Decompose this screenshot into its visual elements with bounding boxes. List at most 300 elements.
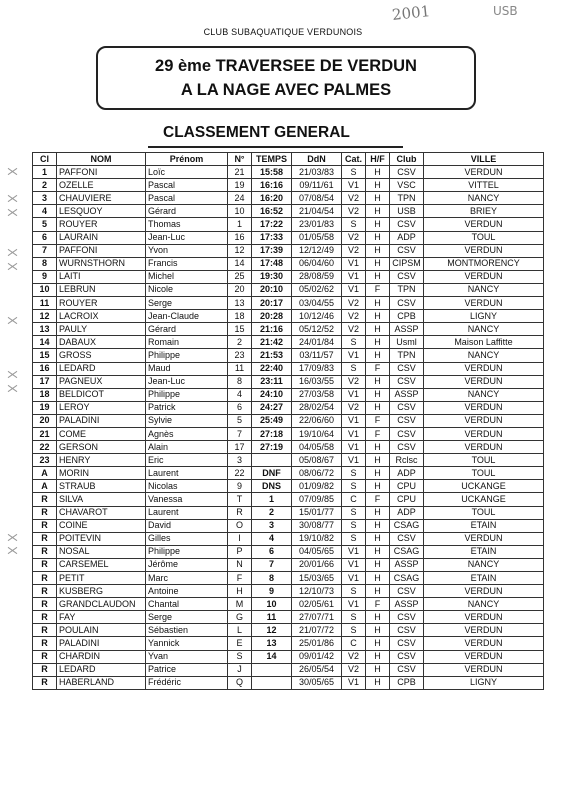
- cell-city: VERDUN: [424, 218, 544, 231]
- cell-category: S: [342, 506, 366, 519]
- cell-firstname: Philippe: [146, 349, 228, 362]
- cell-club: CSAG: [390, 545, 424, 558]
- cell-rank: R: [33, 493, 57, 506]
- cell-firstname: Jean-Luc: [146, 231, 228, 244]
- cell-club: CSV: [390, 532, 424, 545]
- table-row: [33, 519, 544, 532]
- cell-time: DNF: [252, 467, 292, 480]
- cell-name: LESQUOY: [57, 205, 146, 218]
- cell-name: OZELLE: [57, 179, 146, 192]
- cell-club: CSV: [390, 270, 424, 283]
- cell-city: MONTMORENCY: [424, 257, 544, 270]
- cell-birthdate: 04/05/65: [292, 545, 342, 558]
- cell-firstname: Pascal: [146, 179, 228, 192]
- cell-birthdate: 23/01/83: [292, 218, 342, 231]
- cell-city: Maison Laffitte: [424, 336, 544, 349]
- col-header-number: N°: [228, 153, 252, 166]
- check-mark-icon: [7, 209, 19, 217]
- cell-club: CSV: [390, 427, 424, 440]
- cell-sex: H: [366, 454, 390, 467]
- cell-sex: H: [366, 650, 390, 663]
- check-mark-icon: [7, 534, 19, 542]
- table-row: [33, 480, 544, 493]
- title-box: [96, 46, 476, 110]
- table-row: [33, 663, 544, 676]
- cell-birthdate: 12/12/49: [292, 244, 342, 257]
- cell-birthdate: 04/05/58: [292, 441, 342, 454]
- table-row: [33, 166, 544, 179]
- cell-time: 20:17: [252, 297, 292, 310]
- cell-birthdate: 20/01/66: [292, 558, 342, 571]
- cell-firstname: Gérard: [146, 323, 228, 336]
- cell-time: 17:39: [252, 244, 292, 257]
- cell-firstname: Maud: [146, 362, 228, 375]
- cell-club: CSV: [390, 362, 424, 375]
- table-row: [33, 244, 544, 257]
- table-row: [33, 454, 544, 467]
- table-row: [33, 362, 544, 375]
- cell-rank: 3: [33, 192, 57, 205]
- cell-rank: A: [33, 480, 57, 493]
- check-mark-icon: [7, 168, 19, 176]
- cell-name: NOSAL: [57, 545, 146, 558]
- cell-firstname: Thomas: [146, 218, 228, 231]
- cell-city: VITTEL: [424, 179, 544, 192]
- cell-rank: 22: [33, 441, 57, 454]
- cell-rank: A: [33, 467, 57, 480]
- cell-number: 22: [228, 467, 252, 480]
- cell-category: V2: [342, 297, 366, 310]
- col-header-time: TEMPS: [252, 153, 292, 166]
- table-row: [33, 441, 544, 454]
- cell-time: 11: [252, 611, 292, 624]
- cell-birthdate: 03/04/55: [292, 297, 342, 310]
- cell-category: V1: [342, 676, 366, 689]
- cell-sex: F: [366, 362, 390, 375]
- cell-category: V1: [342, 283, 366, 296]
- cell-firstname: Jean-Luc: [146, 375, 228, 388]
- cell-number: 3: [228, 454, 252, 467]
- col-header-name: NOM: [57, 153, 146, 166]
- cell-firstname: Francis: [146, 257, 228, 270]
- cell-birthdate: 07/08/54: [292, 192, 342, 205]
- cell-rank: 11: [33, 297, 57, 310]
- cell-city: VERDUN: [424, 663, 544, 676]
- cell-time: 3: [252, 519, 292, 532]
- cell-category: S: [342, 611, 366, 624]
- cell-rank: 6: [33, 231, 57, 244]
- cell-name: CHARDIN: [57, 650, 146, 663]
- cell-category: C: [342, 493, 366, 506]
- cell-firstname: Philippe: [146, 388, 228, 401]
- cell-category: S: [342, 166, 366, 179]
- cell-name: GROSS: [57, 349, 146, 362]
- check-mark-icon: [7, 371, 19, 379]
- cell-name: WURNSTHORN: [57, 257, 146, 270]
- cell-name: COME: [57, 427, 146, 440]
- cell-name: LAURAIN: [57, 231, 146, 244]
- cell-name: PETIT: [57, 572, 146, 585]
- cell-sex: H: [366, 441, 390, 454]
- cell-sex: F: [366, 414, 390, 427]
- cell-category: V1: [342, 349, 366, 362]
- cell-firstname: Frédéric: [146, 676, 228, 689]
- title-line-2: A LA NAGE AVEC PALMES: [180, 81, 392, 99]
- cell-city: NANCY: [424, 598, 544, 611]
- cell-category: S: [342, 218, 366, 231]
- cell-birthdate: 27/07/71: [292, 611, 342, 624]
- cell-time: 4: [252, 532, 292, 545]
- cell-firstname: Antoine: [146, 585, 228, 598]
- cell-club: CSV: [390, 414, 424, 427]
- cell-rank: R: [33, 532, 57, 545]
- cell-birthdate: 01/09/82: [292, 480, 342, 493]
- cell-club: Rclsc: [390, 454, 424, 467]
- cell-sex: H: [366, 257, 390, 270]
- cell-time: 1: [252, 493, 292, 506]
- cell-sex: H: [366, 166, 390, 179]
- cell-time: 21:42: [252, 336, 292, 349]
- cell-city: VERDUN: [424, 441, 544, 454]
- cell-birthdate: 21/07/72: [292, 624, 342, 637]
- cell-city: VERDUN: [424, 362, 544, 375]
- cell-city: VERDUN: [424, 650, 544, 663]
- cell-birthdate: 08/06/72: [292, 467, 342, 480]
- cell-birthdate: 10/12/46: [292, 310, 342, 323]
- cell-sex: H: [366, 558, 390, 571]
- cell-number: 25: [228, 270, 252, 283]
- cell-rank: 15: [33, 349, 57, 362]
- cell-firstname: Loïc: [146, 166, 228, 179]
- cell-rank: 1: [33, 166, 57, 179]
- cell-birthdate: 02/05/61: [292, 598, 342, 611]
- cell-number: T: [228, 493, 252, 506]
- cell-name: STRAUB: [57, 480, 146, 493]
- cell-time: 21:53: [252, 349, 292, 362]
- cell-sex: H: [366, 297, 390, 310]
- cell-category: V1: [342, 270, 366, 283]
- cell-city: NANCY: [424, 192, 544, 205]
- cell-name: ROUYER: [57, 218, 146, 231]
- cell-club: CSV: [390, 218, 424, 231]
- club-name: CLUB SUBAQUATIQUE VERDUNOIS: [203, 27, 363, 37]
- cell-club: TPN: [390, 349, 424, 362]
- cell-birthdate: 15/01/77: [292, 506, 342, 519]
- table-row: [33, 676, 544, 689]
- cell-category: V2: [342, 323, 366, 336]
- cell-time: 27:19: [252, 441, 292, 454]
- cell-birthdate: 09/11/61: [292, 179, 342, 192]
- cell-club: CSV: [390, 650, 424, 663]
- cell-category: V1: [342, 558, 366, 571]
- table-row: [33, 388, 544, 401]
- cell-category: S: [342, 532, 366, 545]
- cell-number: 7: [228, 427, 252, 440]
- cell-club: TPN: [390, 283, 424, 296]
- table-row: [33, 375, 544, 388]
- col-header-category: Cat.: [342, 153, 366, 166]
- cell-rank: 4: [33, 205, 57, 218]
- cell-number: 21: [228, 166, 252, 179]
- cell-number: 4: [228, 388, 252, 401]
- cell-rank: R: [33, 545, 57, 558]
- cell-city: VERDUN: [424, 427, 544, 440]
- subtitle-underline: [148, 146, 403, 148]
- cell-firstname: Laurent: [146, 506, 228, 519]
- cell-city: VERDUN: [424, 414, 544, 427]
- cell-firstname: Yvon: [146, 244, 228, 257]
- cell-number: 19: [228, 179, 252, 192]
- cell-number: 14: [228, 257, 252, 270]
- cell-number: M: [228, 598, 252, 611]
- cell-birthdate: 28/02/54: [292, 401, 342, 414]
- table-row: [33, 624, 544, 637]
- cell-number: J: [228, 663, 252, 676]
- cell-club: CSV: [390, 375, 424, 388]
- cell-time: 16:16: [252, 179, 292, 192]
- cell-number: 18: [228, 310, 252, 323]
- cell-category: V1: [342, 545, 366, 558]
- cell-category: V2: [342, 205, 366, 218]
- cell-firstname: Jean-Claude: [146, 310, 228, 323]
- page-subtitle: CLASSEMENT GENERAL: [163, 124, 350, 141]
- cell-city: VERDUN: [424, 624, 544, 637]
- cell-firstname: Romain: [146, 336, 228, 349]
- cell-category: V1: [342, 572, 366, 585]
- cell-city: ETAIN: [424, 545, 544, 558]
- cell-club: CPB: [390, 310, 424, 323]
- cell-name: ROUYER: [57, 297, 146, 310]
- cell-name: LEDARD: [57, 663, 146, 676]
- cell-sex: H: [366, 218, 390, 231]
- cell-firstname: Michel: [146, 270, 228, 283]
- cell-rank: R: [33, 572, 57, 585]
- cell-time: 2: [252, 506, 292, 519]
- cell-rank: 9: [33, 270, 57, 283]
- results-table: [32, 152, 544, 690]
- table-row: [33, 270, 544, 283]
- cell-number: H: [228, 585, 252, 598]
- cell-sex: H: [366, 349, 390, 362]
- cell-time: 17:48: [252, 257, 292, 270]
- cell-city: NANCY: [424, 323, 544, 336]
- cell-club: Usml: [390, 336, 424, 349]
- check-mark-icon: [7, 317, 19, 325]
- cell-club: CSV: [390, 624, 424, 637]
- cell-birthdate: 19/10/82: [292, 532, 342, 545]
- handwritten-code: USB: [493, 4, 518, 18]
- cell-firstname: Gilles: [146, 532, 228, 545]
- cell-number: 1: [228, 218, 252, 231]
- cell-birthdate: 30/05/65: [292, 676, 342, 689]
- cell-firstname: Chantal: [146, 598, 228, 611]
- cell-time: 23:11: [252, 375, 292, 388]
- cell-club: USB: [390, 205, 424, 218]
- cell-rank: R: [33, 676, 57, 689]
- cell-club: ADP: [390, 506, 424, 519]
- cell-city: VERDUN: [424, 270, 544, 283]
- cell-rank: 18: [33, 388, 57, 401]
- cell-sex: H: [366, 388, 390, 401]
- cell-sex: H: [366, 676, 390, 689]
- cell-rank: R: [33, 598, 57, 611]
- cell-category: V2: [342, 310, 366, 323]
- cell-city: VERDUN: [424, 637, 544, 650]
- cell-club: CSV: [390, 637, 424, 650]
- table-row: [33, 637, 544, 650]
- cell-club: ASSP: [390, 558, 424, 571]
- cell-birthdate: 27/03/58: [292, 388, 342, 401]
- cell-city: ETAIN: [424, 519, 544, 532]
- cell-firstname: Pascal: [146, 192, 228, 205]
- cell-sex: H: [366, 336, 390, 349]
- cell-sex: H: [366, 585, 390, 598]
- cell-time: 19:30: [252, 270, 292, 283]
- cell-number: F: [228, 572, 252, 585]
- cell-birthdate: 06/04/60: [292, 257, 342, 270]
- cell-name: PALADINI: [57, 637, 146, 650]
- cell-rank: 7: [33, 244, 57, 257]
- cell-rank: 19: [33, 401, 57, 414]
- cell-number: 20: [228, 283, 252, 296]
- cell-firstname: Philippe: [146, 545, 228, 558]
- cell-category: V2: [342, 401, 366, 414]
- cell-city: TOUL: [424, 467, 544, 480]
- cell-city: LIGNY: [424, 676, 544, 689]
- cell-city: NANCY: [424, 558, 544, 571]
- cell-city: VERDUN: [424, 375, 544, 388]
- cell-rank: R: [33, 650, 57, 663]
- table-row: [33, 572, 544, 585]
- cell-time: [252, 676, 292, 689]
- cell-category: V2: [342, 650, 366, 663]
- cell-rank: R: [33, 637, 57, 650]
- cell-rank: 13: [33, 323, 57, 336]
- cell-time: 14: [252, 650, 292, 663]
- cell-time: [252, 454, 292, 467]
- cell-club: CSAG: [390, 572, 424, 585]
- cell-birthdate: 21/03/83: [292, 166, 342, 179]
- cell-rank: R: [33, 611, 57, 624]
- cell-club: CSAG: [390, 519, 424, 532]
- cell-name: BELDICOT: [57, 388, 146, 401]
- cell-city: VERDUN: [424, 401, 544, 414]
- table-row: [33, 598, 544, 611]
- cell-sex: H: [366, 401, 390, 414]
- cell-sex: F: [366, 283, 390, 296]
- handwritten-year: 2001: [391, 2, 432, 24]
- cell-sex: H: [366, 375, 390, 388]
- cell-club: ASSP: [390, 388, 424, 401]
- cell-firstname: Alain: [146, 441, 228, 454]
- col-header-firstname: Prénom: [146, 153, 228, 166]
- cell-sex: H: [366, 205, 390, 218]
- cell-rank: 10: [33, 283, 57, 296]
- table-row: [33, 323, 544, 336]
- cell-name: CARSEMEL: [57, 558, 146, 571]
- cell-category: C: [342, 637, 366, 650]
- cell-sex: F: [366, 427, 390, 440]
- cell-category: S: [342, 362, 366, 375]
- cell-name: MORIN: [57, 467, 146, 480]
- cell-name: DABAUX: [57, 336, 146, 349]
- cell-city: VERDUN: [424, 166, 544, 179]
- cell-birthdate: 24/01/84: [292, 336, 342, 349]
- cell-sex: H: [366, 506, 390, 519]
- cell-city: VERDUN: [424, 244, 544, 257]
- col-header-city: VILLE: [424, 153, 544, 166]
- check-mark-icon: [7, 263, 19, 271]
- cell-sex: H: [366, 480, 390, 493]
- table-row: [33, 493, 544, 506]
- cell-time: DNS: [252, 480, 292, 493]
- cell-city: VERDUN: [424, 297, 544, 310]
- cell-firstname: Yvan: [146, 650, 228, 663]
- cell-number: 6: [228, 401, 252, 414]
- cell-city: VERDUN: [424, 532, 544, 545]
- cell-club: CIPSM: [390, 257, 424, 270]
- cell-time: 27:18: [252, 427, 292, 440]
- cell-name: CHAUVIERE: [57, 192, 146, 205]
- col-header-sex: H/F: [366, 153, 390, 166]
- cell-city: BRIEY: [424, 205, 544, 218]
- cell-number: E: [228, 637, 252, 650]
- cell-category: V1: [342, 257, 366, 270]
- cell-name: COINE: [57, 519, 146, 532]
- cell-number: I: [228, 532, 252, 545]
- cell-time: 21:16: [252, 323, 292, 336]
- cell-firstname: Yannick: [146, 637, 228, 650]
- cell-number: Q: [228, 676, 252, 689]
- cell-time: 24:27: [252, 401, 292, 414]
- col-header-club: Club: [390, 153, 424, 166]
- cell-category: V2: [342, 375, 366, 388]
- cell-city: TOUL: [424, 231, 544, 244]
- cell-category: S: [342, 624, 366, 637]
- cell-firstname: Serge: [146, 611, 228, 624]
- cell-club: VSC: [390, 179, 424, 192]
- cell-name: GERSON: [57, 441, 146, 454]
- table-row: [33, 401, 544, 414]
- cell-time: 20:10: [252, 283, 292, 296]
- cell-name: KUSBERG: [57, 585, 146, 598]
- cell-number: S: [228, 650, 252, 663]
- cell-name: HENRY: [57, 454, 146, 467]
- cell-name: FAY: [57, 611, 146, 624]
- cell-sex: H: [366, 310, 390, 323]
- cell-name: SILVA: [57, 493, 146, 506]
- cell-firstname: Eric: [146, 454, 228, 467]
- cell-rank: 2: [33, 179, 57, 192]
- cell-firstname: Jérôme: [146, 558, 228, 571]
- cell-number: 10: [228, 205, 252, 218]
- cell-name: LEROY: [57, 401, 146, 414]
- cell-birthdate: 26/05/54: [292, 663, 342, 676]
- cell-sex: H: [366, 532, 390, 545]
- cell-firstname: Vanessa: [146, 493, 228, 506]
- table-row: [33, 205, 544, 218]
- table-row: [33, 218, 544, 231]
- cell-rank: R: [33, 519, 57, 532]
- cell-name: HABERLAND: [57, 676, 146, 689]
- cell-number: 15: [228, 323, 252, 336]
- cell-sex: F: [366, 598, 390, 611]
- cell-category: S: [342, 519, 366, 532]
- cell-rank: 8: [33, 257, 57, 270]
- cell-firstname: Patrice: [146, 663, 228, 676]
- cell-sex: H: [366, 270, 390, 283]
- cell-rank: 21: [33, 427, 57, 440]
